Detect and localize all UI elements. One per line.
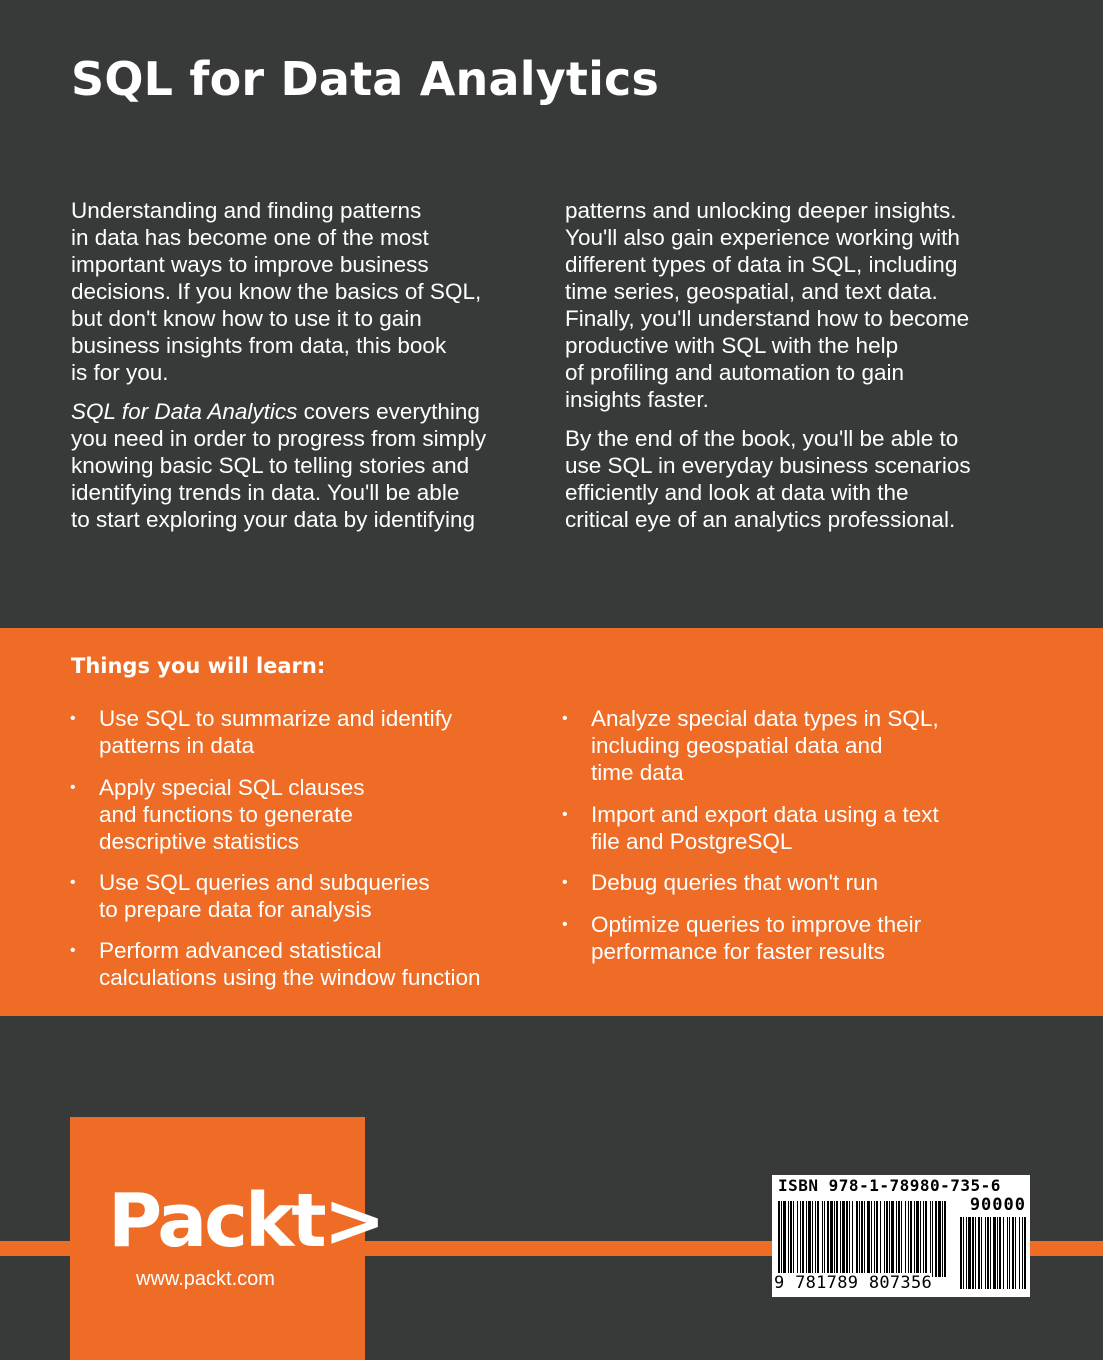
bullet-line: time data <box>591 760 684 785</box>
isbn-barcode <box>772 1175 1030 1297</box>
book-title: SQL for Data Analytics <box>71 52 660 106</box>
bullet-icon: • <box>70 874 76 891</box>
barcode-bar <box>1015 1217 1016 1289</box>
learn-bullet-item <box>70 774 365 855</box>
barcode-bar <box>856 1201 858 1277</box>
bullet-line: Debug queries that won't run <box>591 870 878 895</box>
isbn-label: ISBN 978-1-78980-735-6 <box>778 1176 1001 1195</box>
barcode-bar <box>781 1201 782 1277</box>
barcode-bar <box>925 1201 927 1277</box>
barcode-bar <box>802 1201 804 1277</box>
barcode-bar <box>1009 1217 1010 1289</box>
description-right-column <box>565 197 1035 533</box>
barcode-bar <box>908 1201 909 1277</box>
bullet-line: descriptive statistics <box>99 829 300 854</box>
barcode-bar <box>808 1201 811 1277</box>
bullet-line: Use SQL queries and subqueries <box>99 870 430 895</box>
barcode-bar <box>859 1201 860 1277</box>
barcode-bar <box>836 1201 838 1277</box>
barcode-bar <box>1024 1217 1026 1289</box>
barcode-bar <box>920 1201 921 1277</box>
bullet-line: calculations using the window function <box>99 965 481 990</box>
packt-logo: Packt> <box>108 1178 383 1264</box>
barcode-bar <box>1022 1217 1023 1289</box>
description-line: time series, geospatial, and text data. <box>565 279 938 304</box>
barcode-bar <box>999 1217 1001 1289</box>
barcode-bar <box>783 1201 786 1277</box>
barcode-bar <box>788 1201 789 1277</box>
book-title-italic: SQL for Data Analytics <box>71 399 298 424</box>
barcode-bar <box>874 1201 875 1277</box>
barcode-bar <box>891 1201 894 1277</box>
description-line: efficiently and look at data with the <box>565 480 909 505</box>
learn-bullet-item <box>70 869 430 923</box>
barcode-bar <box>815 1201 816 1277</box>
barcode-bar <box>935 1201 937 1277</box>
barcode-bar <box>822 1201 823 1277</box>
barcode-bar <box>846 1201 848 1277</box>
description-line: different types of data in SQL, including <box>565 252 958 277</box>
description-left-column <box>71 197 543 533</box>
bullet-line: performance for faster results <box>591 939 885 964</box>
barcode-bar <box>889 1201 890 1277</box>
description-line: knowing basic SQL to telling stories and <box>71 453 470 478</box>
barcode-bar <box>972 1217 974 1289</box>
learn-bullet-item <box>562 801 939 855</box>
barcode-bar <box>793 1201 794 1277</box>
bullet-line: Import and export data using a text <box>591 802 939 827</box>
description-line: By the end of the book, you'll be able to <box>565 426 959 451</box>
description-line <box>71 398 543 425</box>
description-line: insights faster. <box>565 387 709 412</box>
barcode-bar <box>1003 1217 1004 1289</box>
barcode-bar <box>1012 1217 1014 1289</box>
barcode-bar <box>871 1201 872 1277</box>
barcode-bar <box>1007 1217 1008 1289</box>
description-line: is for you. <box>71 360 169 385</box>
barcode-bar <box>932 1201 933 1277</box>
barcode-bar <box>790 1201 792 1277</box>
barcode-bar <box>990 1217 991 1289</box>
barcode-bar <box>910 1201 912 1277</box>
description-line: decisions. If you know the basics of SQL, <box>71 279 482 304</box>
bullet-icon: • <box>562 710 568 727</box>
description-line: Finally, you'll understand how to become <box>565 306 970 331</box>
description-line: business insights from data, this book <box>71 333 447 358</box>
description-line: important ways to improve business <box>71 252 429 277</box>
barcode-bar <box>876 1201 878 1277</box>
bullet-icon: • <box>70 942 76 959</box>
description-line: you need in order to progress from simply <box>71 426 487 451</box>
learn-bullet-item <box>562 705 939 786</box>
description-line: of profiling and automation to gain <box>565 360 904 385</box>
barcode-bar <box>930 1201 931 1277</box>
description-line: use SQL in everyday business scenarios <box>565 453 971 478</box>
barcode-bar <box>960 1217 962 1289</box>
barcode-bar <box>968 1217 971 1289</box>
barcode-bar <box>896 1201 897 1277</box>
bullet-line: and functions to generate <box>99 802 353 827</box>
barcode-bar <box>966 1217 967 1289</box>
learn-bullet-item <box>70 937 481 991</box>
barcode-bar <box>905 1201 906 1277</box>
bullet-line: to prepare data for analysis <box>99 897 372 922</box>
learn-heading: Things you will learn: <box>71 654 326 678</box>
barcode-bar <box>778 1201 780 1277</box>
barcode-addon: 90000 <box>969 1195 1026 1215</box>
barcode-bar <box>975 1217 976 1289</box>
barcode-bar <box>997 1217 998 1289</box>
description-line: in data has become one of the most <box>71 225 429 250</box>
barcode-digits: 9 781789 807356 <box>774 1273 933 1293</box>
barcode-bar <box>987 1217 989 1289</box>
learn-bullet-item <box>70 705 453 759</box>
barcode-bar <box>1019 1217 1020 1289</box>
barcode-bar <box>817 1201 819 1277</box>
bullet-line: Apply special SQL clauses <box>99 775 365 800</box>
barcode-bar <box>963 1217 964 1289</box>
barcode-bar <box>901 1201 902 1277</box>
barcode-bar <box>898 1201 900 1277</box>
barcode-bar <box>840 1201 841 1277</box>
bullet-icon: • <box>70 779 76 796</box>
barcode-bar <box>938 1201 941 1277</box>
barcode-bar <box>861 1201 863 1277</box>
barcode-bar <box>806 1201 807 1277</box>
bullet-line: file and PostgreSQL <box>591 829 793 854</box>
barcode-bar <box>800 1201 801 1277</box>
barcode-bar <box>849 1201 850 1277</box>
barcode-bar <box>834 1201 835 1277</box>
publisher-url: www.packt.com <box>136 1268 275 1290</box>
barcode-bar <box>978 1217 980 1289</box>
barcode-bar <box>884 1201 885 1277</box>
barcode-bar <box>942 1201 943 1277</box>
barcode-bar <box>830 1201 833 1277</box>
bullet-line: including geospatial data and <box>591 733 883 758</box>
bullet-line: Optimize queries to improve their <box>591 912 922 937</box>
barcode-bar <box>864 1201 865 1277</box>
barcode-bar <box>993 1217 996 1289</box>
description-line: identifying trends in data. You'll be able <box>71 480 460 505</box>
barcode-bar <box>985 1217 986 1289</box>
barcode-bar <box>824 1201 825 1277</box>
bullet-line: Analyze special data types in SQL, <box>591 706 939 731</box>
barcode-bar <box>923 1201 924 1277</box>
barcode-bar <box>797 1201 798 1277</box>
description-line: productive with SQL with the help <box>565 333 899 358</box>
description-line: but don't know how to use it to gain <box>71 306 422 331</box>
barcode-bar <box>916 1201 919 1277</box>
bullet-icon: • <box>70 710 76 727</box>
bullet-icon: • <box>562 874 568 891</box>
barcode-bar <box>914 1201 915 1277</box>
learn-bullet-item <box>562 869 878 896</box>
bullet-icon: • <box>562 806 568 823</box>
bullet-line: Perform advanced statistical <box>99 938 382 963</box>
description-line-rest: covers everything <box>297 399 480 424</box>
barcode-bar <box>886 1201 888 1277</box>
description-line: patterns and unlocking deeper insights. <box>565 198 957 223</box>
barcode-bar <box>852 1201 853 1277</box>
description-line: Understanding and finding patterns <box>71 198 422 223</box>
description-line: critical eye of an analytics professional. <box>565 507 956 532</box>
barcode-bar <box>880 1201 881 1277</box>
barcode-bar <box>867 1201 870 1277</box>
barcode-bar <box>812 1201 813 1277</box>
learn-bullet-item <box>562 911 922 965</box>
description-line: to start exploring your data by identifying <box>71 507 475 532</box>
barcode-bar <box>827 1201 829 1277</box>
bullet-icon: • <box>562 916 568 933</box>
barcode-bar <box>944 1201 946 1277</box>
barcode-bar <box>842 1201 845 1277</box>
bullet-line: Use SQL to summarize and identify <box>99 706 453 731</box>
description-line: You'll also gain experience working with <box>565 225 960 250</box>
barcode-bar <box>981 1217 982 1289</box>
bullet-line: patterns in data <box>99 733 255 758</box>
